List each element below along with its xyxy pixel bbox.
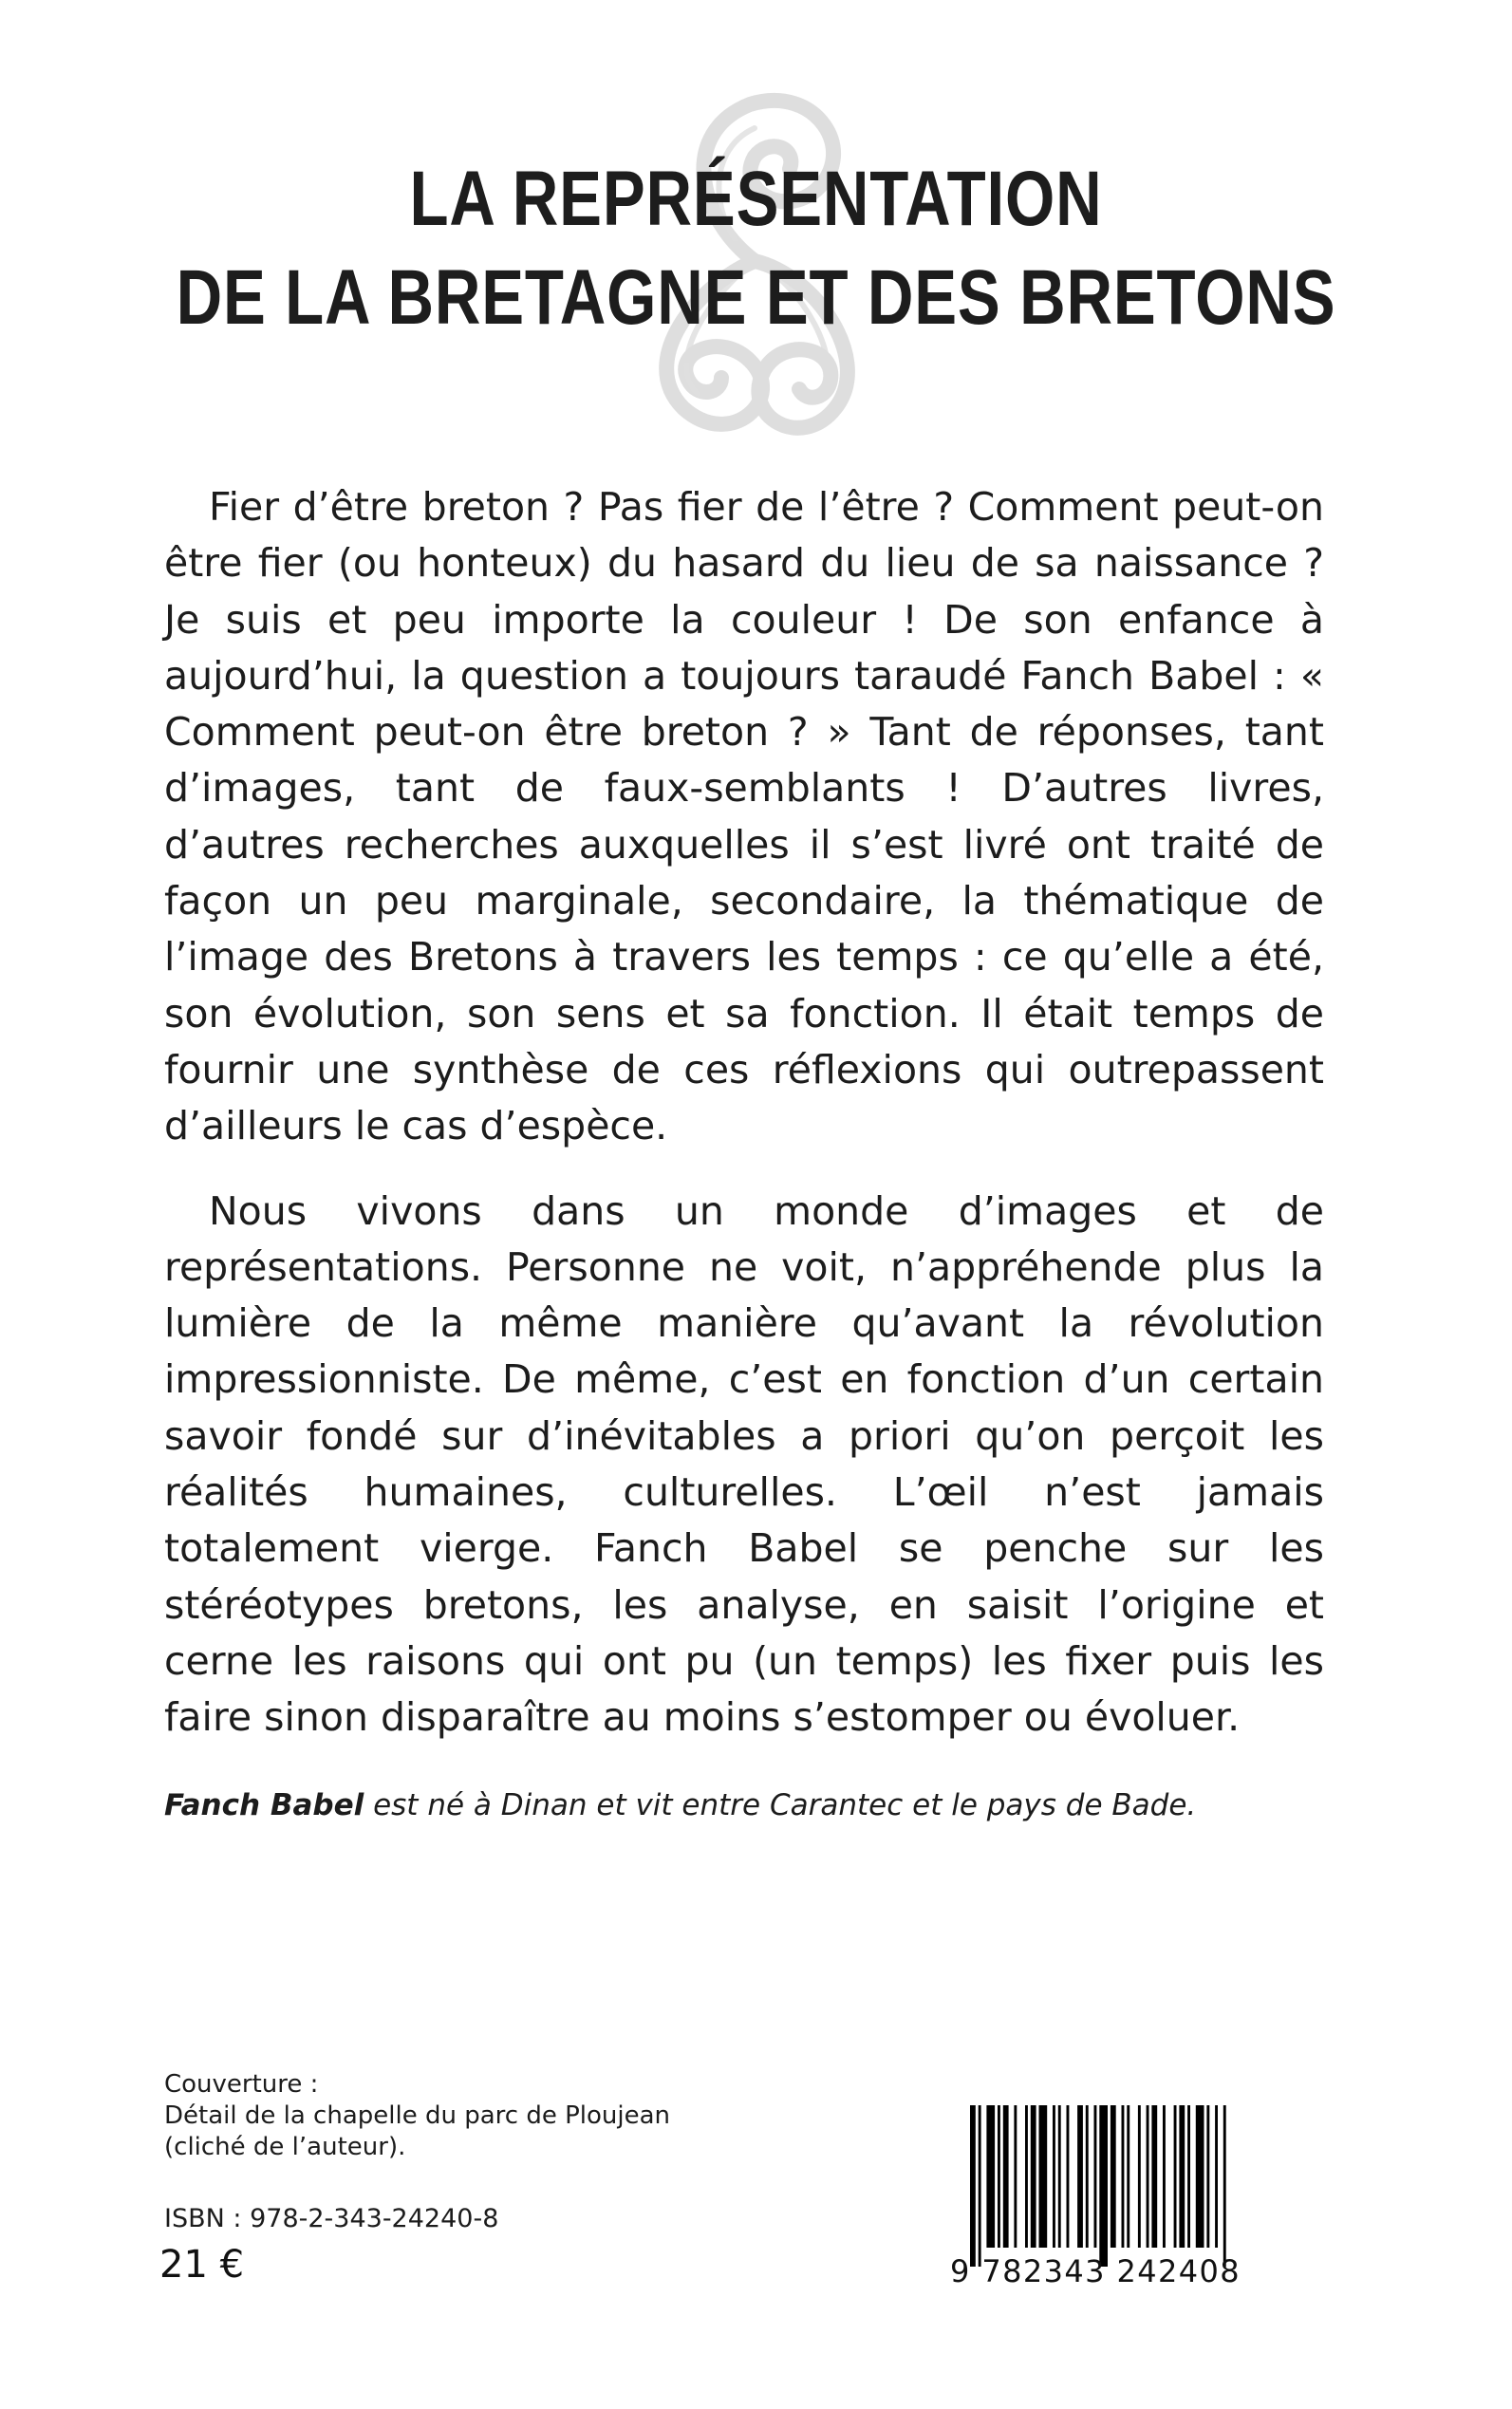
- barcode-bar: [1039, 2105, 1048, 2248]
- author-bio: est né à Dinan et vit entre Carantec et le pays de Bade.: [364, 1788, 1197, 1822]
- cover-credit: [164, 2069, 670, 2163]
- cover-credit-line-2: (cliché de l’auteur).: [164, 2133, 406, 2161]
- barcode-bar: [1031, 2105, 1036, 2248]
- book-title: [136, 150, 1375, 347]
- barcode-bar: [1174, 2105, 1177, 2248]
- cover-credit-label: Couverture :: [164, 2070, 319, 2099]
- barcode-bar: [1067, 2105, 1070, 2248]
- barcode-bar: [1147, 2105, 1149, 2248]
- title-line-2: DE LA BRETAGNE ET DES BRETONS: [176, 254, 1336, 341]
- barcode-bar: [1094, 2105, 1097, 2248]
- barcode-bar: [998, 2105, 1000, 2248]
- barcode-bar: [1215, 2105, 1218, 2248]
- isbn: ISBN : 978-2-343-24240-8: [164, 2204, 499, 2233]
- author-name: Fanch Babel: [164, 1788, 364, 1822]
- barcode-bar: [1111, 2105, 1116, 2248]
- barcode-bar: [1053, 2105, 1055, 2248]
- barcode-bar: [1187, 2105, 1190, 2248]
- author-note: [164, 1788, 1341, 1822]
- barcode-bar: [1122, 2105, 1125, 2248]
- barcode-bar: [979, 2105, 981, 2267]
- barcode-digits: 9 782343 242408: [950, 2253, 1241, 2289]
- barcode-bar: [1151, 2105, 1157, 2248]
- barcode-bar: [1163, 2105, 1166, 2248]
- blurb-paragraph-1: Fier d’être breton ? Pas fier de l’être ? Comment peut-on être fier (ou honteux) du hasard du lieu de sa naissance ? Je suis et peu importe la couleur ! De son enfance à aujourd’hui, la question a toujours taraudé Fanch Babel : « Comment peut-on être breton ? » Tant de réponses, tant d’images, tant de faux-semblants ! D’autres livres, d’autres recherches auxquelles il s’est livré ont traité de façon un peu marginale, secondaire, la thématique de l’image des Bretons à travers les temps : ce qu’elle a été, son évolution, son sens et sa fonction. Il était temps de fournir une synthèse de ces réflexions qui outrepassent d’ailleurs le cas d’espèce.: [164, 484, 1324, 1149]
- back-cover-blurb: [164, 479, 1324, 1746]
- barcode-bar: [1179, 2105, 1185, 2248]
- barcode-bar: [1206, 2105, 1209, 2248]
- barcode-bar: [1223, 2105, 1226, 2267]
- price: 21 €: [159, 2243, 245, 2287]
- barcode-bar: [1127, 2105, 1129, 2248]
- barcode-bar: [986, 2105, 995, 2248]
- barcode-icon: [966, 2105, 1323, 2267]
- barcode-bar: [1003, 2105, 1009, 2248]
- barcode-bar: [1099, 2105, 1108, 2267]
- barcode-bar: [1077, 2105, 1083, 2248]
- barcode-bar: [970, 2105, 976, 2267]
- barcode-bar: [1196, 2105, 1204, 2248]
- barcode-bar: [1086, 2105, 1089, 2248]
- barcode-bar: [1014, 2105, 1017, 2248]
- blurb-paragraph-2: Nous vivons dans un monde d’images et de représentations. Personne ne voit, n’appréhende plus la lumière de la même manière qu’avant la révolution impressionniste. De même, c’est en fonction d’un certain savoir fondé sur d’inévitables a priori qu’on perçoit les réalités humaines, culturelles. L’œil n’est jamais totalement vierge. Fanch Babel se penche sur les stéréotypes bretons, les analyse, en saisit l’origine et cerne les raisons qui ont pu (un temps) les fixer puis les faire sinon disparaître au moins s’estomper ou évoluer.: [164, 1187, 1324, 1741]
- barcode-bar: [1058, 2105, 1061, 2248]
- barcode-bar: [1138, 2105, 1141, 2248]
- barcode-bar: [1025, 2105, 1028, 2248]
- cover-credit-line-1: Détail de la chapelle du parc de Ploujean: [164, 2101, 670, 2130]
- title-line-1: LA REPRÉSENTATION: [409, 156, 1103, 242]
